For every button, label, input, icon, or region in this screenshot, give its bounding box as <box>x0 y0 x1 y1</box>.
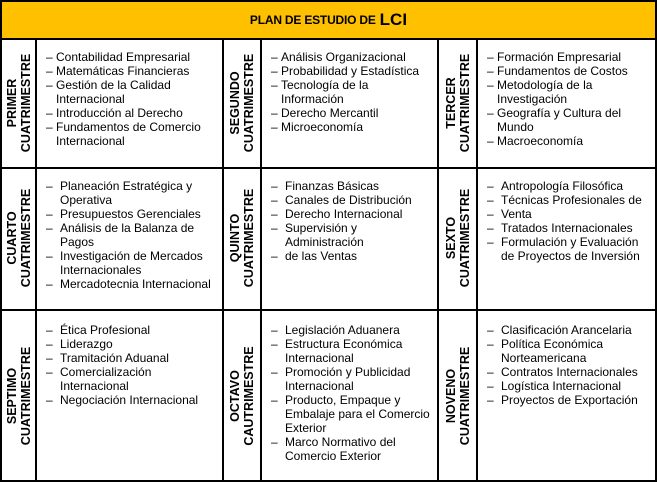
subject-item <box>46 337 219 351</box>
term-label-line1: SEPTIMO <box>4 367 19 424</box>
subject-item <box>46 323 219 337</box>
subject-item <box>271 78 434 106</box>
subject-item <box>487 106 652 134</box>
term-label-line1: PRIMER <box>4 78 19 127</box>
subject-name: Metodología de la Investigación <box>497 78 593 106</box>
term-label-line1: NOVENO <box>443 368 458 423</box>
subject-name: Antropología Filosófica <box>501 179 624 193</box>
term-subjects-cell <box>478 311 657 482</box>
term-subjects-cell <box>262 38 439 169</box>
title-prefix: PLAN DE ESTUDIO DE <box>249 13 376 27</box>
subject-item <box>487 365 652 379</box>
dash-bullet-icon: – <box>487 134 494 148</box>
dash-bullet-icon: – <box>271 207 278 221</box>
subject-item <box>271 50 434 64</box>
subject-list <box>271 179 434 263</box>
dash-bullet-icon: – <box>487 193 494 207</box>
subject-name: Microeconomía <box>281 120 364 134</box>
term-label-line2: CUATRIMESTRE <box>457 188 472 288</box>
subject-name: Tratados Internacionales <box>501 221 633 235</box>
title-program: LCI <box>379 10 408 29</box>
subject-name: Finanzas Básicas <box>285 179 380 193</box>
dash-bullet-icon: – <box>487 64 494 78</box>
subject-list <box>487 323 652 407</box>
term-label-text <box>228 189 256 287</box>
subject-item <box>46 50 219 64</box>
term-label-text <box>444 189 472 287</box>
subject-name: Macroeconomía <box>497 134 584 148</box>
term-label-text <box>5 53 33 151</box>
dash-bullet-icon: – <box>271 249 278 263</box>
term-label <box>0 167 37 311</box>
term-label-line2: CUATRIMESTRE <box>18 53 33 152</box>
subject-name: Proyectos de Exportación <box>501 393 638 407</box>
term-label-line1: OCTAVO <box>228 369 242 422</box>
subject-item <box>46 120 219 148</box>
subject-name: Liderazgo <box>60 337 113 351</box>
dash-bullet-icon: – <box>487 207 494 221</box>
dash-bullet-icon: – <box>487 379 494 393</box>
term-label <box>224 311 262 482</box>
term-subjects-cell <box>37 311 224 482</box>
subject-name: Formación Empresarial <box>497 50 622 64</box>
term-subjects-cell <box>478 38 657 169</box>
term-label-line1: TERCER <box>443 76 458 129</box>
subject-item <box>487 207 652 221</box>
subject-name: Canales de Distribución <box>285 193 412 207</box>
dash-bullet-icon: – <box>46 78 53 92</box>
term-label <box>224 38 262 169</box>
subject-item <box>487 78 652 106</box>
dash-bullet-icon: – <box>487 221 494 235</box>
subject-name: Ética Profesional <box>60 323 151 337</box>
subject-name: Comercialización Internacional <box>60 365 152 393</box>
subject-name: Legislación Aduanera <box>285 323 400 337</box>
term-label-line1: QUINTO <box>228 213 242 263</box>
subject-name: Venta <box>501 207 532 221</box>
subject-name: Matemáticas Financieras <box>56 64 190 78</box>
dash-bullet-icon: – <box>487 235 494 249</box>
subject-item <box>271 249 434 263</box>
subject-item <box>487 379 652 393</box>
dash-bullet-icon: – <box>487 78 494 92</box>
term-label-line2: CUATRIMESTRE <box>242 188 256 288</box>
subject-item <box>46 78 219 106</box>
dash-bullet-icon: – <box>271 323 278 337</box>
dash-bullet-icon: – <box>271 179 278 193</box>
term-subjects-cell <box>37 38 224 169</box>
term-label-line2: CUATRIMESTRE <box>457 53 472 152</box>
dash-bullet-icon: – <box>46 393 53 407</box>
subject-name: de las Ventas <box>285 249 358 263</box>
subject-item <box>271 193 434 207</box>
dash-bullet-icon: – <box>46 351 53 365</box>
subject-name: Formulación y Evaluación de Proyectos de Inversión <box>501 235 640 263</box>
plan-title-header <box>0 0 657 40</box>
subject-item <box>271 221 434 249</box>
subject-item <box>487 221 652 235</box>
subject-name: Derecho Internacional <box>285 207 403 221</box>
subject-item <box>46 64 219 78</box>
subject-list <box>271 323 434 463</box>
subject-item <box>46 106 219 120</box>
subject-name: Análisis de la Balanza de Pagos <box>60 221 195 249</box>
term-subjects-cell <box>478 167 657 311</box>
subject-name: Producto, Empaque y Embalaje para el Comercio Exterior <box>285 393 430 435</box>
subject-item <box>487 393 652 407</box>
dash-bullet-icon: – <box>487 365 494 379</box>
dash-bullet-icon: – <box>271 393 278 407</box>
curriculum-grid <box>0 38 657 482</box>
term-label-line2: CUATRIMESTRE <box>18 188 33 288</box>
term-label-line2: CUATRIMESTRE <box>457 346 472 445</box>
subject-name: Planeación Estratégica y Operativa <box>60 179 193 207</box>
subject-item <box>487 235 652 263</box>
term-label-line1: SEGUNDO <box>228 70 242 135</box>
subject-name: Presupuestos Gerenciales <box>60 207 201 221</box>
subject-name: Marco Normativo del Comercio Exterior <box>285 435 396 463</box>
dash-bullet-icon: – <box>271 337 278 351</box>
subject-name: Análisis Organizacional <box>281 50 406 64</box>
subject-item <box>46 365 219 393</box>
subject-list <box>271 50 434 134</box>
dash-bullet-icon: – <box>271 193 278 207</box>
dash-bullet-icon: – <box>271 435 278 449</box>
subject-name: Geografía y Cultura del Mundo <box>497 106 622 134</box>
subject-item <box>271 106 434 120</box>
term-label-text <box>444 346 472 444</box>
subject-name: Tramitación Aduanal <box>60 351 169 365</box>
dash-bullet-icon: – <box>487 393 494 407</box>
subject-name: Estructura Económica Internacional <box>285 337 403 365</box>
term-label-line1: SEXTO <box>443 216 458 260</box>
dash-bullet-icon: – <box>271 78 278 92</box>
subject-name: Promoción y Publicidad Internacional <box>285 365 411 393</box>
dash-bullet-icon: – <box>46 249 53 263</box>
term-label-text <box>228 346 256 445</box>
term-label-text <box>228 53 256 151</box>
subject-item <box>487 193 652 207</box>
dash-bullet-icon: – <box>271 64 278 78</box>
subject-list <box>487 179 652 263</box>
term-label-text <box>444 53 472 151</box>
term-label <box>439 167 478 311</box>
dash-bullet-icon: – <box>46 50 53 64</box>
subject-item <box>271 179 434 193</box>
subject-item <box>487 179 652 193</box>
term-label-line2: CUATRIMESTRE <box>18 346 33 445</box>
term-label-line2: CAUTRIMESTRE <box>242 345 256 446</box>
subject-item <box>271 337 434 365</box>
dash-bullet-icon: – <box>46 106 53 120</box>
term-label-line2: CUATRIMESTRE <box>242 53 256 152</box>
dash-bullet-icon: – <box>46 323 53 337</box>
subject-list <box>46 179 219 291</box>
term-label-text <box>5 189 33 287</box>
dash-bullet-icon: – <box>271 106 278 120</box>
term-label <box>439 38 478 169</box>
dash-bullet-icon: – <box>271 221 278 235</box>
subject-name: Contratos Internacionales <box>501 365 638 379</box>
subject-name: Técnicas Profesionales de <box>501 193 642 207</box>
subject-name: Política Económica Norteamericana <box>501 337 604 365</box>
dash-bullet-icon: – <box>487 50 494 64</box>
subject-name: Clasificación Arancelaria <box>501 323 632 337</box>
subject-item <box>487 50 652 64</box>
term-label <box>0 311 37 482</box>
term-label-text <box>5 346 33 444</box>
subject-item <box>271 120 434 134</box>
dash-bullet-icon: – <box>46 337 53 351</box>
subject-name: Fundamentos de Comercio Internacional <box>56 120 201 148</box>
term-subjects-cell <box>37 167 224 311</box>
subject-item <box>487 323 652 337</box>
dash-bullet-icon: – <box>487 106 494 120</box>
subject-name: Supervisión y Administración <box>285 221 364 249</box>
subject-name: Investigación de Mercados Internacionales <box>60 249 203 277</box>
subject-name: Contabilidad Empresarial <box>56 50 191 64</box>
dash-bullet-icon: – <box>46 120 53 134</box>
subject-item <box>46 221 219 249</box>
subject-item <box>271 323 434 337</box>
term-label <box>0 38 37 169</box>
subject-item <box>46 207 219 221</box>
subject-item <box>271 207 434 221</box>
subject-name: Logística Internacional <box>501 379 622 393</box>
subject-name: Introducción al Derecho <box>56 106 183 120</box>
subject-list <box>487 50 652 148</box>
subject-name: Probabilidad y Estadística <box>281 64 420 78</box>
subject-item <box>271 365 434 393</box>
subject-item <box>46 179 219 207</box>
term-label-line1: CUARTO <box>4 211 19 265</box>
dash-bullet-icon: – <box>46 207 53 221</box>
subject-name: Negociación Internacional <box>60 393 199 407</box>
subject-item <box>487 134 652 148</box>
dash-bullet-icon: – <box>487 179 494 193</box>
dash-bullet-icon: – <box>271 50 278 64</box>
term-label <box>224 167 262 311</box>
subject-name: Mercadotecnia Internacional <box>60 277 211 291</box>
subject-item <box>487 337 652 365</box>
subject-item <box>46 351 219 365</box>
term-subjects-cell <box>262 167 439 311</box>
subject-name: Gestión de la Calidad Internacional <box>56 78 171 106</box>
dash-bullet-icon: – <box>46 277 53 291</box>
dash-bullet-icon: – <box>487 337 494 351</box>
subject-list <box>46 323 219 407</box>
dash-bullet-icon: – <box>46 365 53 379</box>
dash-bullet-icon: – <box>271 365 278 379</box>
dash-bullet-icon: – <box>46 179 53 193</box>
subject-item <box>46 249 219 277</box>
subject-name: Derecho Mercantil <box>281 106 379 120</box>
subject-item <box>271 64 434 78</box>
subject-item <box>46 393 219 407</box>
subject-name: Fundamentos de Costos <box>497 64 628 78</box>
dash-bullet-icon: – <box>487 323 494 337</box>
term-label <box>439 311 478 482</box>
dash-bullet-icon: – <box>46 64 53 78</box>
subject-item <box>271 435 434 463</box>
subject-item <box>271 393 434 435</box>
subject-name: Tecnología de la Información <box>281 78 369 106</box>
dash-bullet-icon: – <box>271 120 278 134</box>
subject-item <box>46 277 219 291</box>
term-subjects-cell <box>262 311 439 482</box>
subject-list <box>46 50 219 148</box>
dash-bullet-icon: – <box>46 221 53 235</box>
subject-item <box>487 64 652 78</box>
